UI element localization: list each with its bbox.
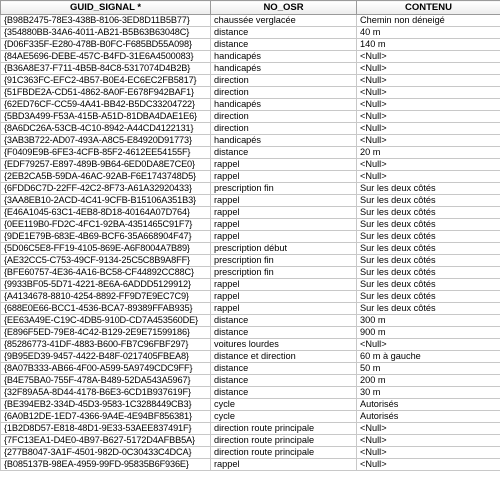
cell-no-osr[interactable]: handicapés — [211, 63, 357, 75]
table-row[interactable] — [1, 75, 500, 87]
table-row[interactable] — [1, 411, 500, 423]
table-row[interactable] — [1, 195, 500, 207]
table-row[interactable] — [1, 339, 500, 351]
table-row[interactable] — [1, 399, 500, 411]
cell-guid-signal[interactable]: {9B95ED39-9457-4422-B48F-0217405FBEA8} — [1, 351, 211, 363]
cell-no-osr[interactable]: distance — [211, 27, 357, 39]
table-row[interactable] — [1, 219, 500, 231]
cell-guid-signal[interactable]: {E896F5ED-79E8-4C42-B129-2E9E71599186} — [1, 327, 211, 339]
table-row[interactable] — [1, 111, 500, 123]
cell-no-osr[interactable]: cycle — [211, 399, 357, 411]
cell-guid-signal[interactable]: {32F89A5A-8D44-4178-B6E3-6CD1B937619F} — [1, 387, 211, 399]
cell-guid-signal[interactable]: {3AA8EB10-2ACD-4C41-9CFB-B15106A351B3} — [1, 195, 211, 207]
cell-contenu[interactable]: 300 m — [357, 315, 500, 327]
cell-no-osr[interactable]: distance — [211, 387, 357, 399]
cell-guid-signal[interactable]: {8A6DC26A-53CB-4C10-8942-A44CD4122131} — [1, 123, 211, 135]
cell-contenu[interactable]: <Null> — [357, 159, 500, 171]
cell-contenu[interactable]: 60 m à gauche — [357, 351, 500, 363]
table-row[interactable] — [1, 183, 500, 195]
cell-no-osr[interactable]: distance — [211, 327, 357, 339]
header-row — [1, 1, 500, 15]
cell-guid-signal[interactable]: {EDF79257-E897-489B-9B64-6ED0DA8E7CE0} — [1, 159, 211, 171]
cell-contenu[interactable]: Sur les deux côtés — [357, 183, 500, 195]
cell-no-osr[interactable]: direction — [211, 75, 357, 87]
cell-contenu[interactable]: <Null> — [357, 339, 500, 351]
table-row[interactable] — [1, 51, 500, 63]
cell-no-osr[interactable]: rappel — [211, 207, 357, 219]
cell-contenu[interactable]: Sur les deux côtés — [357, 195, 500, 207]
cell-contenu[interactable]: Sur les deux côtés — [357, 279, 500, 291]
table-row[interactable] — [1, 99, 500, 111]
column-header-no-osr[interactable]: NO_OSR — [211, 1, 357, 15]
cell-no-osr[interactable]: handicapés — [211, 51, 357, 63]
cell-contenu[interactable]: <Null> — [357, 435, 500, 447]
cell-contenu[interactable]: 30 m — [357, 387, 500, 399]
cell-no-osr[interactable]: voitures lourdes — [211, 339, 357, 351]
cell-no-osr[interactable]: rappel — [211, 459, 357, 471]
cell-guid-signal[interactable]: {EE63A49E-C19C-4DB5-910D-CD7A453560DE} — [1, 315, 211, 327]
cell-guid-signal[interactable]: {A4134678-8810-4254-8892-FF9D7E9EC7C9} — [1, 291, 211, 303]
cell-contenu[interactable]: Sur les deux côtés — [357, 219, 500, 231]
cell-no-osr[interactable]: rappel — [211, 231, 357, 243]
cell-no-osr[interactable]: rappel — [211, 219, 357, 231]
cell-contenu[interactable]: <Null> — [357, 111, 500, 123]
cell-contenu[interactable]: Sur les deux côtés — [357, 267, 500, 279]
cell-guid-signal[interactable]: {5D06C5E8-FF19-4105-869E-A6F8004A7B89} — [1, 243, 211, 255]
cell-no-osr[interactable]: prescription début — [211, 243, 357, 255]
table-row[interactable] — [1, 159, 500, 171]
cell-guid-signal[interactable]: {0EE119B0-FD2C-4FC1-92BA-4351465C91F7} — [1, 219, 211, 231]
cell-no-osr[interactable]: rappel — [211, 171, 357, 183]
cell-no-osr[interactable]: distance — [211, 39, 357, 51]
cell-contenu[interactable]: <Null> — [357, 63, 500, 75]
table-body — [1, 15, 500, 471]
cell-no-osr[interactable]: rappel — [211, 195, 357, 207]
column-header-contenu[interactable]: CONTENU — [357, 1, 500, 15]
cell-contenu[interactable]: <Null> — [357, 87, 500, 99]
cell-guid-signal[interactable]: {51FBDE2A-CD51-4862-8A0F-E678F942BAF1} — [1, 87, 211, 99]
table-row[interactable] — [1, 375, 500, 387]
cell-contenu[interactable]: 200 m — [357, 375, 500, 387]
cell-guid-signal[interactable]: {E46A1045-63C1-4EB8-8D18-40164A07D764} — [1, 207, 211, 219]
cell-no-osr[interactable]: distance — [211, 147, 357, 159]
cell-contenu[interactable]: <Null> — [357, 447, 500, 459]
cell-no-osr[interactable]: prescription fin — [211, 267, 357, 279]
cell-contenu[interactable]: <Null> — [357, 99, 500, 111]
cell-no-osr[interactable]: direction — [211, 111, 357, 123]
table-row[interactable] — [1, 327, 500, 339]
cell-guid-signal[interactable]: {354880BB-34A6-4011-AB21-B5B63B63048C} — [1, 27, 211, 39]
cell-contenu[interactable]: Sur les deux côtés — [357, 303, 500, 315]
cell-guid-signal[interactable]: {85286773-41DF-4883-B600-FB7C96FBF297} — [1, 339, 211, 351]
table-row[interactable] — [1, 279, 500, 291]
table-row[interactable] — [1, 39, 500, 51]
cell-no-osr[interactable]: rappel — [211, 303, 357, 315]
cell-guid-signal[interactable]: {1B2D8D57-E818-48D1-9E33-53AEE837491F} — [1, 423, 211, 435]
table-row[interactable] — [1, 171, 500, 183]
cell-guid-signal[interactable]: {688E0E66-BCC1-4536-BCA7-89389FFAB935} — [1, 303, 211, 315]
table-row[interactable] — [1, 267, 500, 279]
column-header-guid-signal[interactable]: GUID_SIGNAL * — [1, 1, 211, 15]
cell-guid-signal[interactable]: {6FDD6C7D-22FF-42C2-8F73-A61A32920433} — [1, 183, 211, 195]
cell-contenu[interactable]: 40 m — [357, 27, 500, 39]
cell-guid-signal[interactable]: {F0409E9B-6FE3-4CFB-85F2-4612EE54155F} — [1, 147, 211, 159]
cell-no-osr[interactable]: distance et direction — [211, 351, 357, 363]
cell-contenu[interactable]: 900 m — [357, 327, 500, 339]
cell-contenu[interactable]: <Null> — [357, 123, 500, 135]
table-row[interactable] — [1, 87, 500, 99]
table-row[interactable] — [1, 363, 500, 375]
cell-no-osr[interactable]: rappel — [211, 279, 357, 291]
cell-guid-signal[interactable]: {3AB3B722-AD07-493A-A8C5-E84920D91773} — [1, 135, 211, 147]
table-row[interactable] — [1, 447, 500, 459]
cell-guid-signal[interactable]: {62ED76CF-CC59-4A41-BB42-B5DC33204722} — [1, 99, 211, 111]
cell-guid-signal[interactable]: {B98B2475-78E3-438B-8106-3ED8D11B5B77} — [1, 15, 211, 27]
cell-guid-signal[interactable]: {B4E75BA0-755F-478A-B489-52DA543A5967} — [1, 375, 211, 387]
cell-contenu[interactable]: <Null> — [357, 423, 500, 435]
cell-contenu[interactable]: <Null> — [357, 75, 500, 87]
cell-guid-signal[interactable]: {6A0B12DE-1ED7-4366-9A4E-4E94BF856381} — [1, 411, 211, 423]
cell-guid-signal[interactable]: {84AE5696-DEBE-457C-B4FD-31E6A4500083} — [1, 51, 211, 63]
cell-no-osr[interactable]: distance — [211, 315, 357, 327]
table-row[interactable] — [1, 63, 500, 75]
table-row[interactable] — [1, 207, 500, 219]
cell-no-osr[interactable]: cycle — [211, 411, 357, 423]
cell-contenu[interactable]: Sur les deux côtés — [357, 243, 500, 255]
table-row[interactable] — [1, 135, 500, 147]
cell-contenu[interactable]: Sur les deux côtés — [357, 255, 500, 267]
cell-no-osr[interactable]: handicapés — [211, 99, 357, 111]
table-row[interactable] — [1, 291, 500, 303]
cell-contenu[interactable]: 50 m — [357, 363, 500, 375]
table-row[interactable] — [1, 243, 500, 255]
table-row[interactable] — [1, 435, 500, 447]
table-row[interactable] — [1, 423, 500, 435]
cell-no-osr[interactable]: distance — [211, 375, 357, 387]
table-row[interactable] — [1, 351, 500, 363]
cell-contenu[interactable]: <Null> — [357, 459, 500, 471]
cell-no-osr[interactable]: chaussée verglacée — [211, 15, 357, 27]
cell-no-osr[interactable]: direction route principale — [211, 435, 357, 447]
table-row[interactable] — [1, 255, 500, 267]
cell-guid-signal[interactable]: {D06F335F-E280-478B-B0FC-F685BD55A098} — [1, 39, 211, 51]
table-row[interactable] — [1, 315, 500, 327]
cell-contenu[interactable]: <Null> — [357, 51, 500, 63]
cell-contenu[interactable]: <Null> — [357, 135, 500, 147]
cell-no-osr[interactable]: direction — [211, 123, 357, 135]
cell-guid-signal[interactable]: {9933BF05-5D71-4221-8E6A-6ADDD5129912} — [1, 279, 211, 291]
table-row[interactable] — [1, 123, 500, 135]
table-row[interactable] — [1, 147, 500, 159]
cell-guid-signal[interactable]: {277B8047-3A1F-4501-982D-0C30433C4DCA} — [1, 447, 211, 459]
cell-contenu[interactable]: <Null> — [357, 171, 500, 183]
cell-contenu[interactable]: Autorisés — [357, 399, 500, 411]
cell-guid-signal[interactable]: {8A07B333-AB66-4F00-A599-5A9749CDC9FF} — [1, 363, 211, 375]
cell-contenu[interactable]: 140 m — [357, 39, 500, 51]
table-row[interactable] — [1, 231, 500, 243]
cell-guid-signal[interactable]: {7FC13EA1-D4E0-4B97-B627-5172D4AFBB5A} — [1, 435, 211, 447]
cell-no-osr[interactable]: direction — [211, 87, 357, 99]
cell-guid-signal[interactable]: {BFE60757-4E36-4A16-BC58-CF44892CC88C} — [1, 267, 211, 279]
cell-guid-signal[interactable]: {B085137B-98EA-4959-99FD-95835B6F936E} — [1, 459, 211, 471]
cell-guid-signal[interactable]: {5BD3A499-F53A-415B-A51D-81DBA4DAE1E6} — [1, 111, 211, 123]
cell-contenu[interactable]: Sur les deux côtés — [357, 207, 500, 219]
cell-guid-signal[interactable]: {AE32CC5-C753-49CF-9134-25C5C8B9A8FF} — [1, 255, 211, 267]
cell-no-osr[interactable]: prescription fin — [211, 255, 357, 267]
cell-no-osr[interactable]: handicapés — [211, 135, 357, 147]
cell-contenu[interactable]: Chemin non déneigé — [357, 15, 500, 27]
table-row[interactable] — [1, 459, 500, 471]
cell-guid-signal[interactable]: {91C363FC-EFC2-4B57-B0E4-EC6EC2FB5817} — [1, 75, 211, 87]
cell-contenu[interactable]: Sur les deux côtés — [357, 231, 500, 243]
cell-no-osr[interactable]: direction route principale — [211, 447, 357, 459]
cell-no-osr[interactable]: distance — [211, 363, 357, 375]
cell-guid-signal[interactable]: {B36A8E37-F711-4B5B-84C8-5317074D4B2B} — [1, 63, 211, 75]
cell-no-osr[interactable]: rappel — [211, 159, 357, 171]
table-row[interactable] — [1, 27, 500, 39]
cell-contenu[interactable]: Autorisés — [357, 411, 500, 423]
table-row[interactable] — [1, 387, 500, 399]
cell-contenu[interactable]: Sur les deux côtés — [357, 291, 500, 303]
table-row[interactable] — [1, 303, 500, 315]
cell-no-osr[interactable]: direction route principale — [211, 423, 357, 435]
cell-guid-signal[interactable]: {2EB2CA5B-59DA-46AC-92AB-F6E1743748D5} — [1, 171, 211, 183]
cell-guid-signal[interactable]: {BE394EB2-334D-45D3-9583-1C3288449CB3} — [1, 399, 211, 411]
cell-no-osr[interactable]: rappel — [211, 291, 357, 303]
table-row[interactable] — [1, 15, 500, 27]
cell-guid-signal[interactable]: {9DE1E79B-683E-4B69-BCF6-35A668904F47} — [1, 231, 211, 243]
cell-contenu[interactable]: 20 m — [357, 147, 500, 159]
cell-no-osr[interactable]: prescription fin — [211, 183, 357, 195]
